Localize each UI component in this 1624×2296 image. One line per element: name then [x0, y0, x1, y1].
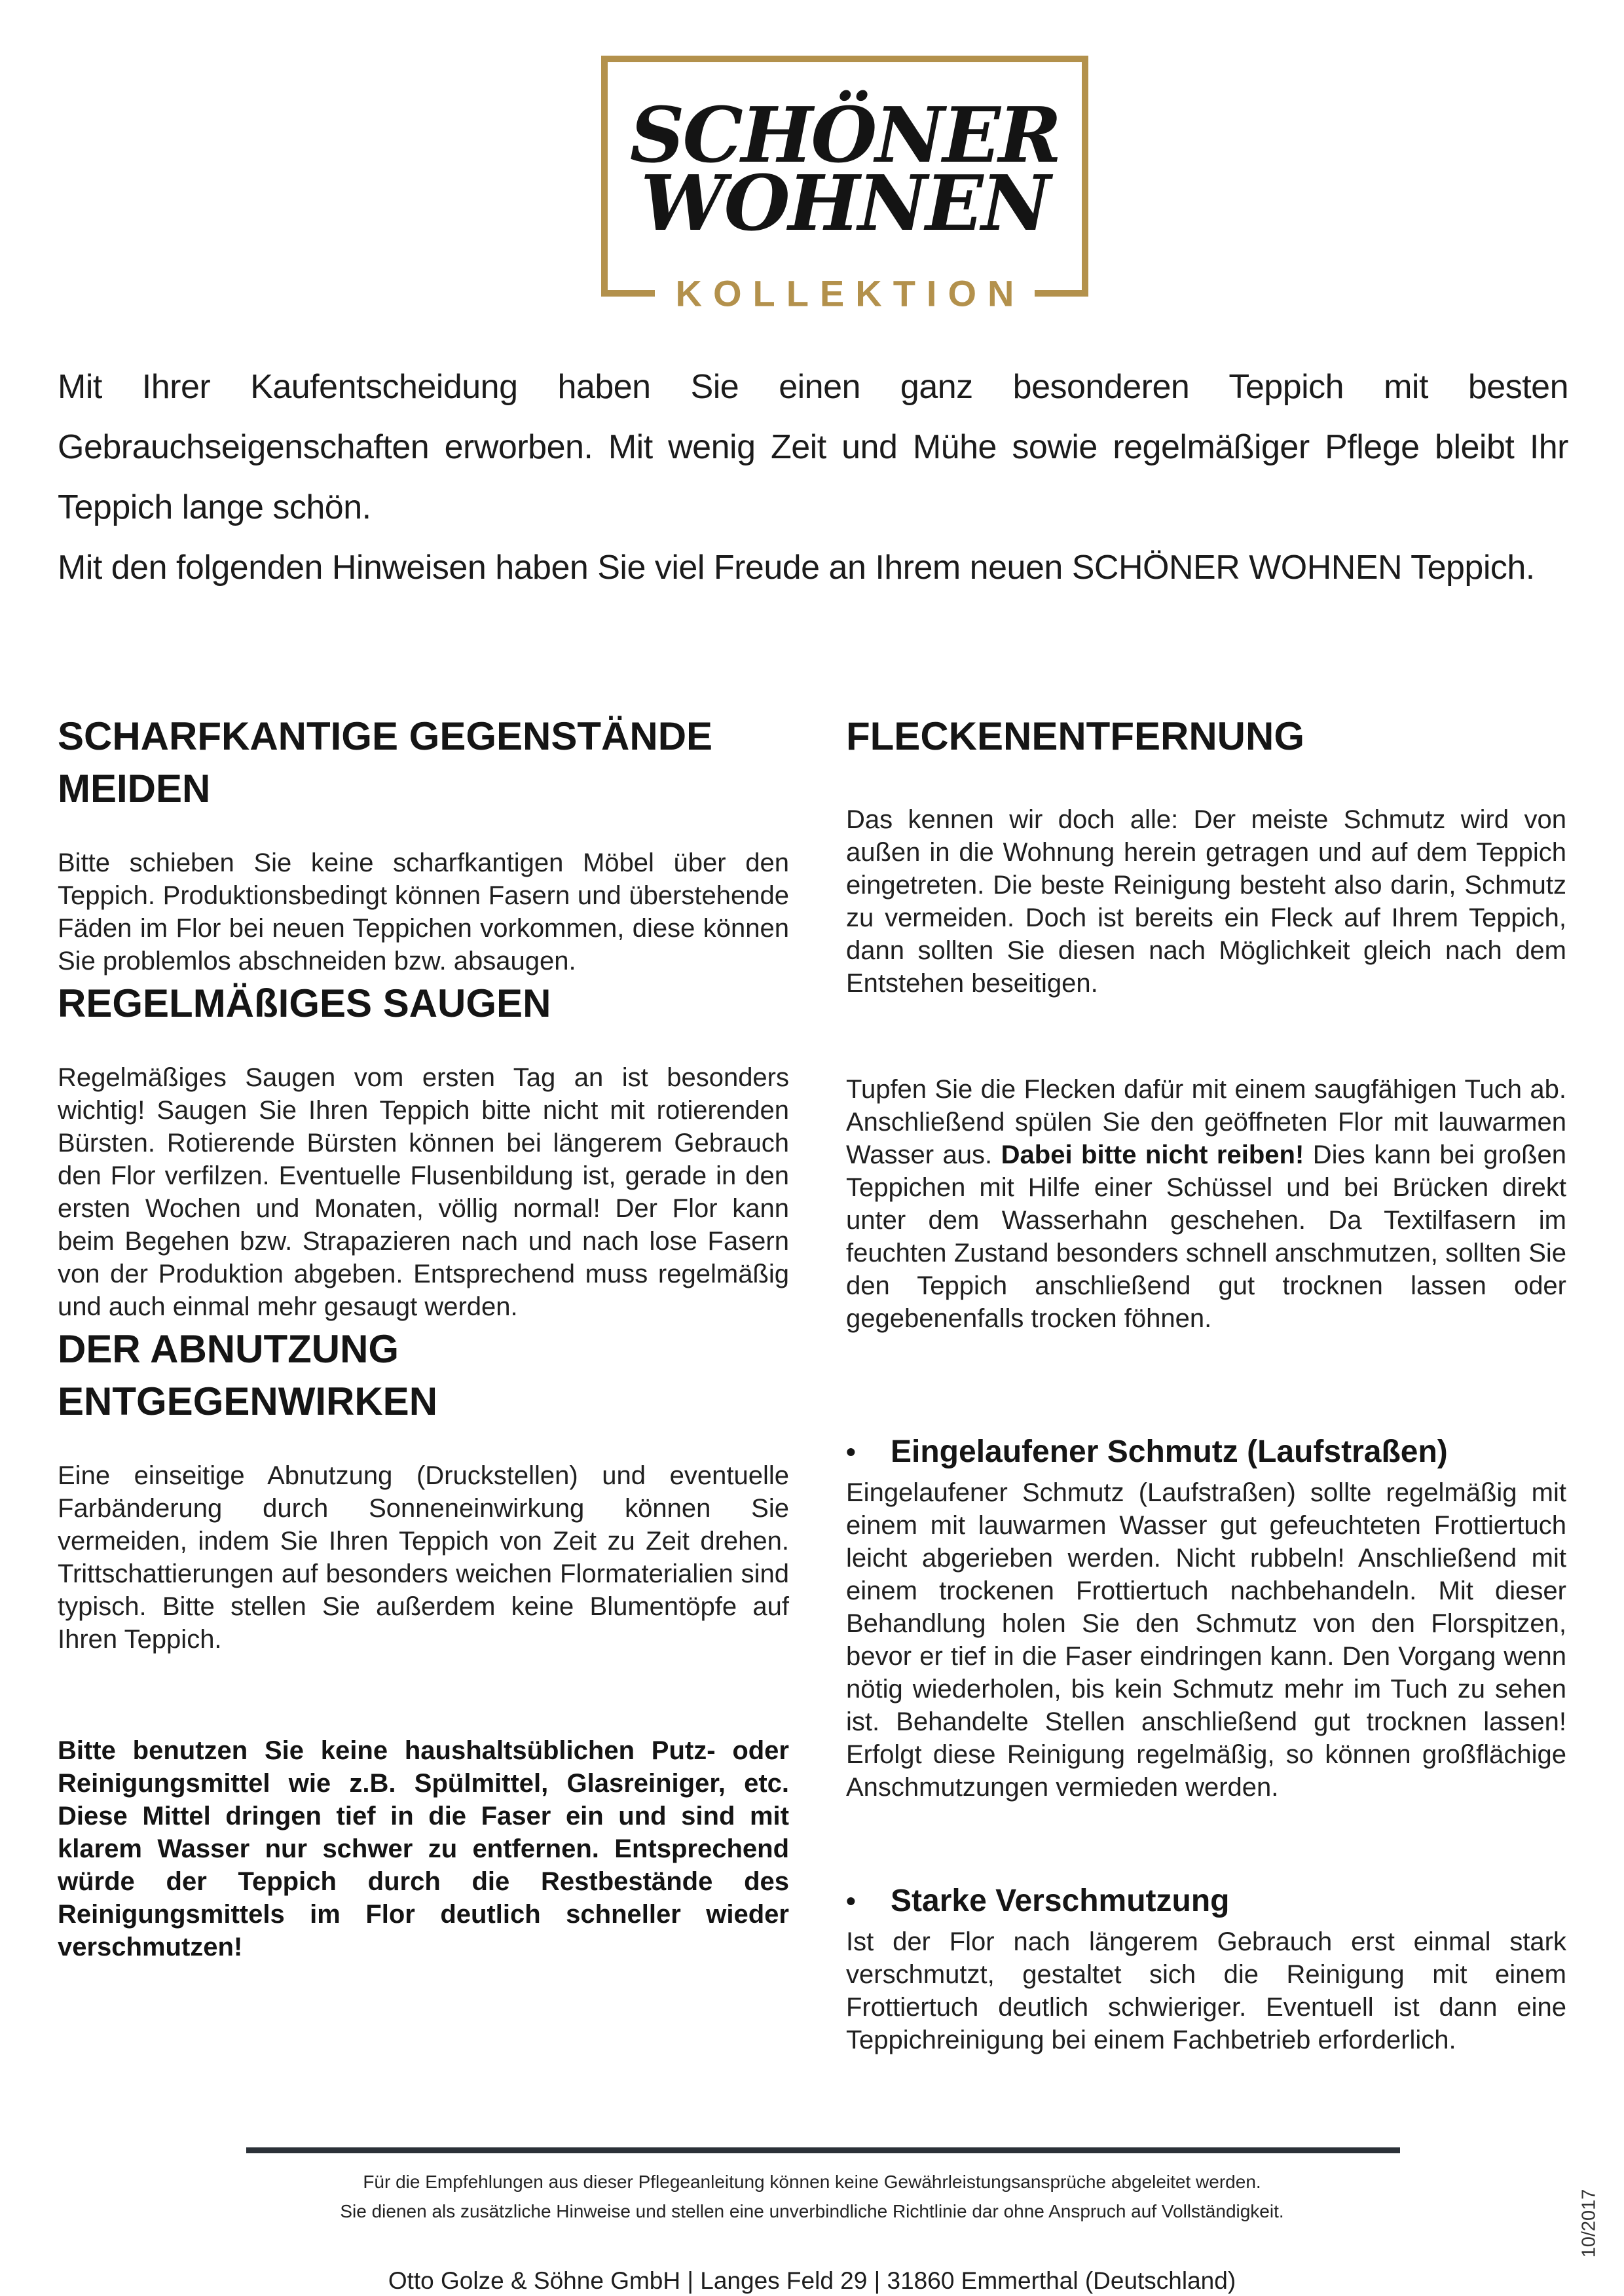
intro-section — [58, 357, 1568, 598]
logo-wordmark — [601, 91, 1088, 248]
paragraph-fleckenentfernung-2-start: Tupfen Sie die Flecken dafür mit einem saugfähigen Tuch ab. Anschließend spülen Sie den geöffneten Flor mit lauwarmen Wasser aus. — [846, 1075, 1566, 1169]
bullet-icon: • — [846, 1436, 856, 1467]
heading-abnutzung-entgegenwirken: DER ABNUTZUNG ENTGEGENWIRKEN — [58, 1327, 438, 1423]
heading-regelmaessiges-saugen: REGELMÄßIGES SAUGEN — [58, 981, 551, 1025]
bullet-heading-starke-verschmutzung — [846, 1882, 1566, 1920]
logo-frame-dash-right — [1035, 290, 1088, 297]
footer-divider — [246, 2147, 1400, 2153]
bullet-title-starke-verschmutzung: Starke Verschmutzung — [891, 1884, 1230, 1918]
intro-paragraph-1: Mit Ihrer Kaufentscheidung haben Sie einen ganz besonderen Teppich mit besten Gebrauchseigenschaften erworben. Mit wenig Zeit und Mühe sowie regelmäßiger Pflege bleibt Ihr Teppich lange schön. — [58, 368, 1568, 526]
footer-disclaimer-line2: Sie dienen als zusätzliche Hinweise und stellen eine unverbindliche Richtlinie dar ohne Anspruch auf Vollständigkeit. — [340, 2201, 1284, 2221]
paragraph-fleckenentfernung-2-bold: Dabei bitte nicht reiben! — [1001, 1140, 1304, 1169]
paragraph-eingelaufener-schmutz: Eingelaufener Schmutz (Laufstraßen) sollte regelmäßig mit einem mit lauwarmen Wasser gut gefeuchteten Frottiertuch leicht abgerieben werden. Nicht rubbeln! Anschließend mit einem trockenen Frottiertuch nachbehandeln. Mit dieser Behandlung holen Sie den Schmutz von den Florspitzen, bevor er tief in die Faser eindringen kann. Den Vorgang wenn nötig wiederholen, bis kein Schmutz mehr im Tuch zu sehen ist. Behandelte Stellen anschließend gut trocknen lassen! Erfolgt diese Reinigung regelmäßig, so können großflächige Anschmutzungen vermieden werden. — [846, 1478, 1566, 1802]
column-right — [846, 710, 1566, 2056]
bullet-heading-eingelaufener-schmutz — [846, 1433, 1566, 1471]
footer-company-address: Otto Golze & Söhne GmbH | Langes Feld 29 | 31860 Emmerthal (Deutschland) — [388, 2267, 1236, 2294]
brand-logo — [601, 56, 1088, 314]
heading-scharfkantige-gegenstaende: SCHARFKANTIGE GEGENSTÄNDE MEIDEN — [58, 714, 713, 811]
paragraph-regelmaessiges-saugen: Regelmäßiges Saugen vom ersten Tag an ist besonders wichtig! Saugen Sie Ihren Teppich bitte nicht mit rotierenden Bürsten. Rotierende Bürsten können bei längerem Gebrauch den Flor verfilzen. Eventuelle Flusenbildung ist, gerade in den ersten Wochen und Monaten, völlig normal! Der Flor kann beim Begehen bzw. Strapazieren nach und nach lose Fasern von der Produktion abgeben. Entsprechend muss regelmäßig und auch einmal mehr gesaugt werden. — [58, 1063, 789, 1321]
paragraph-starke-verschmutzung: Ist der Flor nach längerem Gebrauch erst einmal stark verschmutzt, gestaltet sich die Reinigung mit einem Frottiertuch deutlich schwieriger. Eventuell ist dann eine Teppichreinigung bei einem Fachbetrieb erforderlich. — [846, 1927, 1566, 2054]
heading-fleckenentfernung: FLECKENENTFERNUNG — [846, 714, 1304, 758]
paragraph-fleckenentfernung-2-end: Dies kann bei großen Teppichen mit Hilfe einer Schüssel und bei Brücken direkt unter dem Wasserhahn geschehen. Da Textilfasern im feuchten Zustand besonders schnell anschmutzen, sollten Sie den Teppich anschließend gut trocknen lassen oder gegebenenfalls trocken föhnen. — [846, 1140, 1567, 1333]
logo-frame-dash-left — [601, 290, 655, 297]
paragraph-fleckenentfernung-1: Das kennen wir doch alle: Der meiste Schmutz wird von außen in die Wohnung herein getragen und auf dem Teppich eingetreten. Die beste Reinigung besteht also darin, Schmutz zu vermeiden. Doch ist bereits ein Fleck auf Ihrem Teppich, dann sollten Sie diesen nach Möglichkeit gleich nach dem Entstehen beseitigen. — [846, 805, 1566, 998]
intro-paragraph-2: Mit den folgenden Hinweisen haben Sie viel Freude an Ihrem neuen SCHÖNER WOHNEN Teppich. — [58, 549, 1535, 587]
paragraph-scharfkantige-gegenstaende: Bitte schieben Sie keine scharfkantigen Möbel über den Teppich. Produktionsbedingt können Fasern und überstehende Fäden im Flor bei neuen Teppichen vorkommen, diese können Sie problemlos abschneiden bzw. absaugen. — [58, 848, 789, 975]
paragraph-abnutzung-entgegenwirken: Eine einseitige Abnutzung (Druckstellen) und eventuelle Farbänderung durch Sonneneinwirkung können Sie vermeiden, indem Sie Ihren Teppich von Zeit zu Zeit drehen. Trittschattierungen auf besonders weichen Flormaterialien sind typisch. Bitte stellen Sie außerdem keine Blumentöpfe auf Ihren Teppich. — [58, 1461, 789, 1654]
paragraph-fleckenentfernung-2 — [846, 1073, 1566, 1335]
bullet-icon: • — [846, 1886, 856, 1916]
logo-subtitle: KOLLEKTION — [675, 272, 1025, 314]
edition-date-vertical: 10/2017 — [1578, 2189, 1600, 2258]
bullet-title-eingelaufener-schmutz: Eingelaufener Schmutz (Laufstraßen) — [891, 1434, 1448, 1469]
logo-wordmark-line2: WOHNEN — [640, 159, 1049, 248]
paragraph-reinigungsmittel-warnung: Bitte benutzen Sie keine haushaltsüblichen Putz- oder Reinigungsmittel wie z.B. Spülmittel, Glasreiniger, etc. Diese Mittel dringen tief in die Faser ein und sind mit klarem Wasser nur schwer zu entfernen. Entsprechend würde der Teppich durch die Restbestände des Reinigungsmittels im Flor deutlich schneller wieder verschmutzen! — [58, 1736, 789, 1961]
logo-wordmark-line1: SCHÖNER — [629, 91, 1060, 180]
footer-disclaimer — [0, 2167, 1624, 2226]
column-left — [58, 710, 789, 1963]
footer-disclaimer-line1: Für die Empfehlungen aus dieser Pflegeanleitung können keine Gewährleistungsansprüche abgeleitet werden. — [363, 2172, 1261, 2192]
